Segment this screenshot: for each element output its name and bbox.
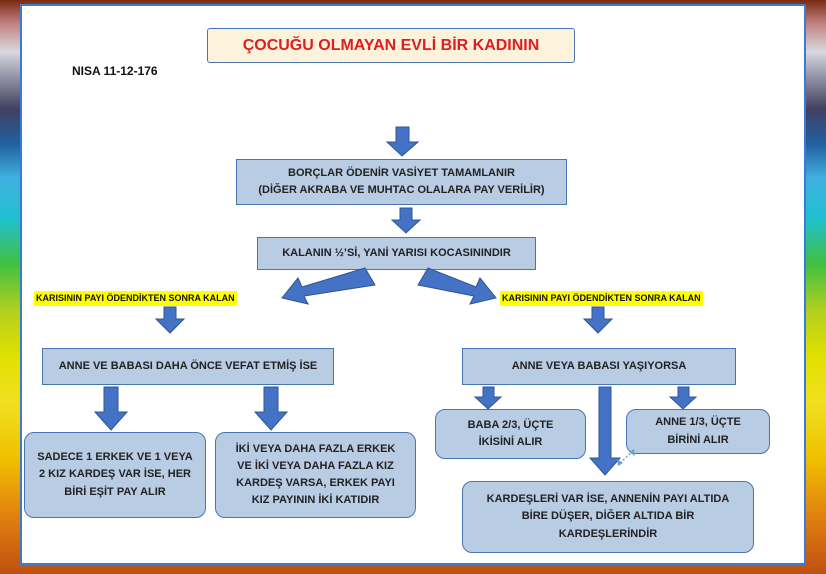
right-remaining-label: KARISININ PAYI ÖDENDİKTEN SONRA KALAN [500,291,703,306]
diagram-title: ÇOCUĞU OLMAYAN EVLİ BİR KADININ [207,28,575,63]
parents-deceased-box [42,348,334,385]
debts-line-1: BORÇLAR ÖDENİR VASİYET TAMAMLANIR [288,166,515,179]
single-sibling-line-2: 2 KIZ KARDEŞ VAR İSE, HER [39,468,191,481]
husband-share-text: KALANIN ½’Sİ, YANİ YARISI KOCASININDIR [282,246,511,259]
parents-deceased-text: ANNE VE BABASI DAHA ÖNCE VEFAT ETMİŞ İSE [58,359,318,372]
multiple-siblings-line-2: VE İKİ VEYA DAHA FAZLA KIZ [237,459,394,472]
multiple-siblings-line-3: KARDEŞ VARSA, ERKEK PAYI [236,477,395,489]
multiple-siblings-line-4: KIZ PAYININ İKİ KATIDIR [251,494,380,507]
multiple-siblings-box [215,432,416,518]
husband-share-box [257,237,536,270]
mother-share-line-1: ANNE 1/3, ÜÇTE [655,416,741,429]
father-share-line-1: BABA 2/3, ÜÇTE [467,418,554,431]
verse-reference: NISA 11-12-176 [72,64,158,78]
siblings-mother-share-box [462,481,754,553]
debts-line-2: (DİĞER AKRABA VE MUHTAC OLALARA PAY VERİLİR) [258,184,545,196]
debts-box [236,159,567,205]
single-sibling-box [24,432,206,518]
left-remaining-label: KARISININ PAYI ÖDENDİKTEN SONRA KALAN [34,291,237,306]
father-share-line-2: İKİSİNİ ALIR [478,436,543,448]
siblings-mother-line-3: KARDEŞLERİNDİR [558,527,658,540]
siblings-mother-line-1: KARDEŞLERİ VAR İSE, ANNENİN PAYI ALTIDA [486,493,730,506]
parents-alive-text: ANNE VEYA BABASI YAŞIYORSA [511,359,687,372]
multiple-siblings-line-1: İKİ VEYA DAHA FAZLA ERKEK [235,442,396,455]
parents-alive-box [462,348,736,385]
mother-share-line-2: BİRİNİ ALIR [667,433,729,446]
single-sibling-line-3: BİRİ EŞİT PAY ALIR [64,485,166,498]
father-share-box [435,409,586,459]
siblings-mother-line-2: BİRE DÜŞER, DİĞER ALTIDA BİR [521,510,695,523]
mother-share-box [626,409,770,454]
single-sibling-line-1: SADECE 1 ERKEK VE 1 VEYA [37,451,193,464]
